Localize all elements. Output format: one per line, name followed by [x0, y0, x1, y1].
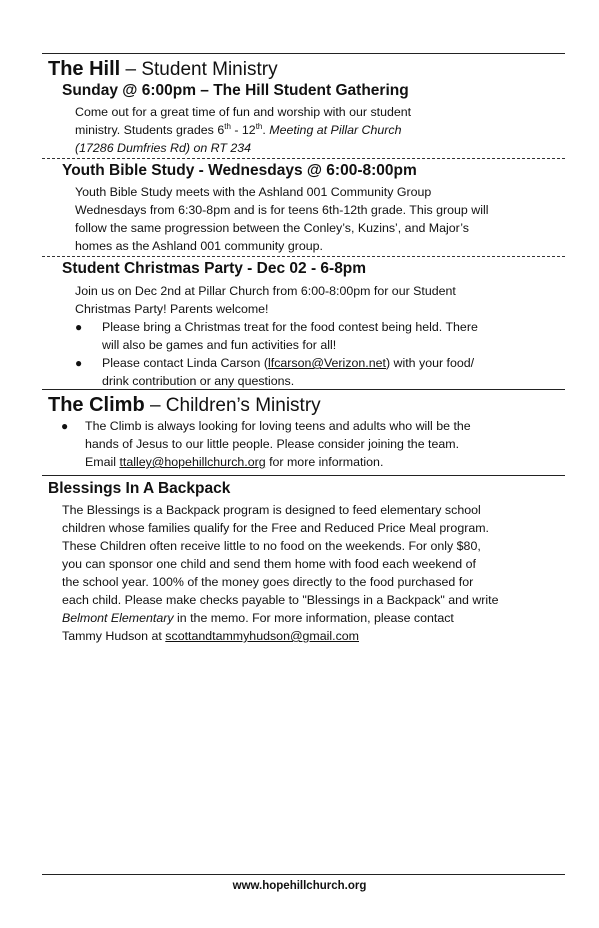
- climb-subtitle: Children’s Ministry: [165, 395, 321, 416]
- climb-email-suffix: for more information.: [265, 455, 384, 469]
- footer-rule: [42, 874, 565, 875]
- christmas-bullet-2-line-2: drink contribution or any questions.: [102, 374, 295, 388]
- backpack-contact-label: Tammy Hudson at: [62, 629, 166, 643]
- sunday-line-1: Come out for a great time of fun and worship with our student: [75, 105, 412, 119]
- lfcarson-email-link[interactable]: lfcarson@Verizon.net: [268, 356, 386, 370]
- divider-dashed-1: [42, 158, 565, 159]
- hill-dash: –: [120, 59, 142, 80]
- climb-line-2: hands of Jesus to our little people. Please consider joining the team.: [85, 437, 460, 451]
- divider-rule-2: [42, 475, 565, 476]
- youth-line-2: Wednesdays from 6:30-8pm and is for teens 6th-12th grade. This group will: [75, 203, 489, 217]
- christmas-bullet-1-line-1: Please bring a Christmas treat for the food contest being held. There: [102, 320, 478, 334]
- hill-subtitle: Student Ministry: [141, 59, 278, 80]
- section-title-climb: [48, 394, 321, 417]
- climb-email-label: Email: [85, 455, 120, 469]
- climb-line-1: The Climb is always looking for loving teens and adults who will be the: [85, 419, 471, 433]
- backpack-memo-text: in the memo. For more information, please contact: [173, 611, 454, 625]
- christmas-line-2: Christmas Party! Parents welcome!: [75, 302, 269, 316]
- backpack-line-1: The Blessings is a Backpack program is designed to feed elementary school: [62, 503, 481, 517]
- backpack-line-8: [62, 627, 359, 645]
- sunday-heading: Sunday @ 6:00pm – The Hill Student Gathering: [62, 82, 409, 99]
- backpack-line-7: [62, 609, 454, 627]
- youth-line-1: Youth Bible Study meets with the Ashland 001 Community Group: [75, 185, 432, 199]
- climb-line-3: [85, 453, 383, 471]
- sunday-period: .: [262, 123, 270, 137]
- bullet-icon: ●: [61, 419, 69, 433]
- youth-line-3: follow the same progression between the Conley’s, Kuzins’, and Major’s: [75, 221, 469, 235]
- backpack-line-3: These Children often receive little to no food on the weekends. For only $80,: [62, 539, 481, 553]
- sunday-sup-2: th: [255, 121, 263, 131]
- bullet-icon: ●: [75, 356, 83, 370]
- section-title-hill: [48, 58, 278, 81]
- sunday-line-2: [75, 121, 401, 139]
- bullet-icon: ●: [75, 320, 83, 334]
- belmont-school-name: Belmont Elementary: [62, 611, 174, 625]
- christmas-line-1: Join us on Dec 2nd at Pillar Church from 6:00-8:00pm for our Student: [75, 284, 456, 298]
- christmas-heading: Student Christmas Party - Dec 02 - 6-8pm: [62, 260, 367, 277]
- christmas-bullet-2-line-1: [102, 354, 474, 372]
- sunday-location: Meeting at Pillar Church: [269, 123, 402, 137]
- backpack-line-2: children whose families qualify for the Free and Reduced Price Meal program.: [62, 521, 489, 535]
- divider-rule-1: [42, 389, 565, 390]
- christmas-contact-text-2: ) with your food/: [385, 356, 475, 370]
- hill-title: The Hill: [48, 58, 121, 80]
- christmas-bullet-1-line-2: will also be games and fun activities for all!: [102, 338, 337, 352]
- climb-dash: –: [144, 395, 166, 416]
- backpack-line-5: the school year. 100% of the money goes directly to the food purchased for: [62, 575, 474, 589]
- backpack-line-4: you can sponsor one child and send them home with food each weekend of: [62, 557, 476, 571]
- youth-heading: Youth Bible Study - Wednesdays @ 6:00-8:00pm: [62, 162, 417, 179]
- footer-website[interactable]: www.hopehillchurch.org: [232, 880, 367, 892]
- ttalley-email-link[interactable]: ttalley@hopehillchurch.org: [119, 455, 266, 469]
- youth-line-4: homes as the Ashland 001 community group.: [75, 239, 323, 253]
- divider-dashed-2: [42, 256, 565, 257]
- christmas-contact-text: Please contact Linda Carson (: [102, 356, 268, 370]
- climb-title: The Climb: [48, 394, 145, 416]
- sunday-address: (17286 Dumfries Rd) on RT 234: [75, 141, 252, 155]
- sunday-sup-1: th: [224, 121, 231, 131]
- top-rule: [42, 53, 565, 54]
- sunday-grade-text-2: - 12: [230, 123, 256, 137]
- sunday-grade-text: ministry. Students grades 6: [75, 123, 225, 137]
- hudson-email-link[interactable]: scottandtammyhudson@gmail.com: [165, 629, 359, 643]
- backpack-line-6: each child. Please make checks payable to "Blessings in a Backpack" and write: [62, 593, 499, 607]
- backpack-heading: Blessings In A Backpack: [48, 480, 231, 497]
